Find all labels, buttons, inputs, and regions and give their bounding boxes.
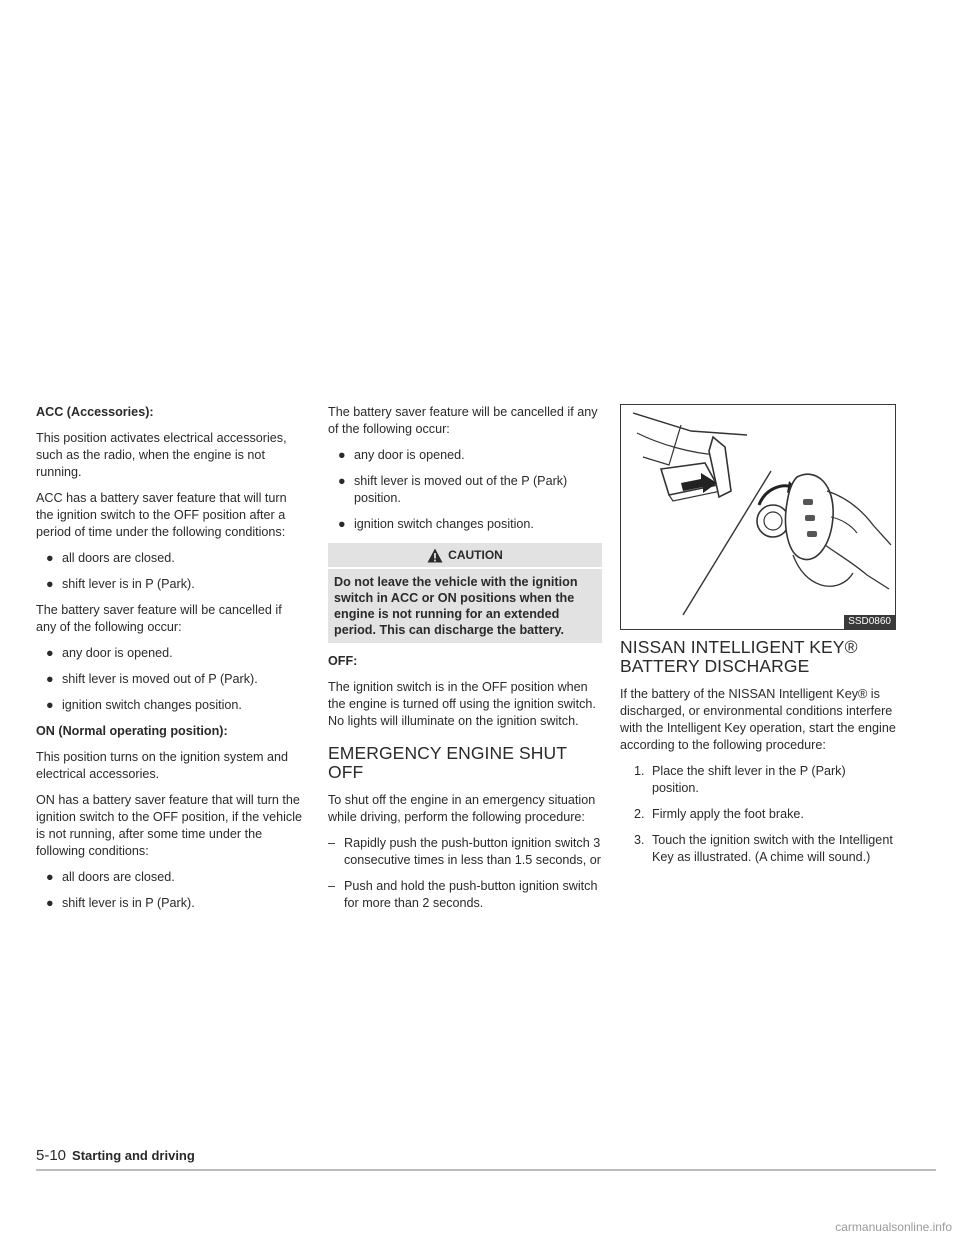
acc-paragraph-1: This position activates electrical accessories, such as the radio, when the engine is not running. [36, 431, 287, 479]
caution-text: Do not leave the vehicle with the ignition switch in ACC or ON positions when the engine is not running for an extended period. This can discharge the battery. [328, 567, 602, 643]
on-heading: ON (Normal operating position): [36, 724, 228, 738]
list-item: 2. Firmly apply the foot brake. [634, 807, 804, 821]
on-paragraph-1: This position turns on the ignition system and electrical accessories. [36, 750, 289, 781]
list-item: ● any door is opened. [338, 448, 465, 462]
column-3 [620, 404, 896, 875]
saver-cancel-paragraph: The battery saver feature will be cancelled if any of the following occur: [328, 405, 598, 436]
list-item: 1. Place the shift lever in the P (Park) position. [634, 764, 846, 795]
battery-discharge-intro: If the battery of the NISSAN Intelligent Key® is discharged, or environmental conditions interfere with the Intelligent Key operation, start the engine according to the following procedure: [620, 687, 896, 752]
list-item: – Push and hold the push-button ignition switch for more than 2 seconds. [328, 879, 598, 910]
watermark: carmanualsonline.info [835, 1220, 952, 1234]
caution-box [328, 543, 602, 643]
caution-title: CAUTION [448, 547, 503, 562]
list-item: ● shift lever is moved out of P (Park). [46, 672, 258, 686]
key-fob-illustration [621, 405, 895, 629]
acc-paragraph-2: ACC has a battery saver feature that will turn the ignition switch to the OFF position after a period of time under the following conditions: [36, 491, 287, 539]
list-item: ● shift lever is in P (Park). [46, 577, 195, 591]
off-heading: OFF: [328, 654, 358, 668]
figure-code: SSD0860 [844, 615, 895, 629]
list-item: ● all doors are closed. [46, 551, 175, 565]
on-paragraph-2: ON has a battery saver feature that will turn the ignition switch to the OFF position, if the vehicle is not running, after some time under the following conditions: [36, 793, 302, 858]
caution-header [328, 543, 602, 567]
acc-heading: ACC (Accessories): [36, 405, 154, 419]
off-paragraph: The ignition switch is in the OFF position when the engine is turned off using the ignition switch. No lights will illuminate on the ignition switch. [328, 680, 596, 728]
list-item: ● shift lever is moved out of the P (Park) position. [338, 474, 568, 505]
list-item: ● ignition switch changes position. [46, 698, 242, 712]
list-item: ● all doors are closed. [46, 870, 175, 884]
page-footer [36, 1147, 195, 1164]
page-number: 5-10 [36, 1147, 67, 1164]
list-item: ● any door is opened. [46, 646, 173, 660]
chapter-title: Starting and driving [72, 1148, 195, 1163]
battery-discharge-title: NISSAN INTELLIGENT KEY® BATTERY DISCHARGE [620, 637, 858, 676]
list-item: 3. Touch the ignition switch with the Intelligent Key as illustrated. (A chime will sound.) [634, 833, 893, 864]
footer-divider [36, 1169, 936, 1171]
emergency-title: EMERGENCY ENGINE SHUT OFF [328, 743, 567, 782]
column-1 [36, 404, 304, 921]
list-item: ● shift lever is in P (Park). [46, 896, 195, 910]
intelligent-key-illustration [620, 404, 896, 630]
emergency-paragraph: To shut off the engine in an emergency situation while driving, perform the following procedure: [328, 793, 596, 824]
warning-icon [427, 548, 443, 563]
list-item: – Rapidly push the push-button ignition switch 3 consecutive times in less than 1.5 seconds, or [328, 836, 601, 867]
list-item: ● ignition switch changes position. [338, 517, 534, 531]
column-2 [328, 404, 602, 921]
acc-paragraph-3: The battery saver feature will be cancelled if any of the following occur: [36, 603, 282, 634]
